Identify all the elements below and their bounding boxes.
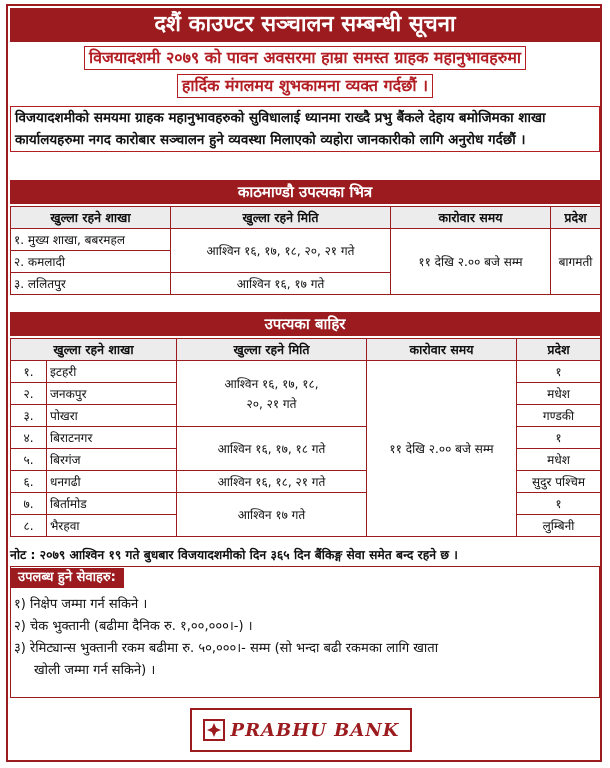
date-cell: आश्विन १६, १८, २१ गते bbox=[177, 471, 367, 493]
list-item: खोली जम्मा गर्न सकिने) । bbox=[34, 663, 156, 678]
branch-cell: भैरहवा bbox=[47, 515, 177, 537]
column-header: खुल्ला रहने शाखा bbox=[11, 339, 177, 361]
date-cell: आश्विन १६, १७, १८, २०, २१ गते bbox=[171, 229, 391, 273]
branch-cell: १. मुख्य शाखा, बबरमहल bbox=[11, 229, 171, 251]
column-header: कारोवार समय bbox=[391, 207, 551, 229]
branch-cell: धनगढी bbox=[47, 471, 177, 493]
branch-cell: पोखरा bbox=[47, 405, 177, 427]
column-header: खुल्ला रहने मिति bbox=[171, 207, 391, 229]
prabhu-bank-logo bbox=[190, 708, 412, 752]
serial-cell: ६. bbox=[11, 471, 47, 493]
column-header: खुल्ला रहने शाखा bbox=[11, 207, 171, 229]
column-header: खुल्ला रहने मिति bbox=[177, 339, 367, 361]
column-header: प्रदेश bbox=[551, 207, 601, 229]
outside-header-row bbox=[11, 339, 601, 361]
serial-cell: २. bbox=[11, 383, 47, 405]
province-cell: १ bbox=[517, 361, 601, 383]
valley-table bbox=[10, 206, 601, 295]
outside-heading: उपत्यका बाहिर bbox=[10, 312, 600, 336]
bank-name: PRABHU BANK bbox=[230, 719, 400, 741]
notice-title: दशैं काउण्टर सञ्चालन सम्बन्धी सूचना bbox=[10, 8, 600, 42]
time-cell: ११ देखि २.०० बजे सम्म bbox=[367, 361, 517, 537]
closure-note: नोट : २०७९ आश्विन १९ गते बुधबार विजयादशमीको दिन ३६५ दिन बैंकिङ्ग सेवा समेत बन्द रहने छ । bbox=[10, 548, 458, 562]
province-cell: १ bbox=[517, 427, 601, 449]
greeting bbox=[10, 46, 600, 98]
services-heading: उपलब्ध हुने सेवाहरु: bbox=[10, 568, 124, 588]
services-list bbox=[14, 594, 594, 682]
valley-heading: काठमाण्डौ उपत्यका भित्र bbox=[10, 180, 600, 204]
province-cell: सुदुर पश्चिम bbox=[517, 471, 601, 493]
column-header: प्रदेश bbox=[517, 339, 601, 361]
serial-cell: ४. bbox=[11, 427, 47, 449]
province-cell: लुम्बिनी bbox=[517, 515, 601, 537]
list-item: १) निक्षेप जम्मा गर्न सकिने । bbox=[14, 597, 148, 612]
province-cell: बागमती bbox=[551, 229, 601, 295]
branch-cell: ३. ललितपुर bbox=[11, 273, 171, 295]
greeting-line-1: विजयादशमी २०७९ को पावन अवसरमा हाम्रा समस्त ग्राहक महानुभावहरुमा bbox=[84, 46, 526, 70]
greeting-line-2: हार्दिक मंगलमय शुभकामना व्यक्त गर्दछौं । bbox=[177, 74, 433, 98]
serial-cell: ५. bbox=[11, 449, 47, 471]
province-cell: मधेश bbox=[517, 449, 601, 471]
valley-header-row bbox=[11, 207, 601, 229]
list-item: २) चेक भुक्तानी (बढीमा दैनिक रु. १,००,०००।-) । bbox=[14, 619, 253, 634]
province-cell: गण्डकी bbox=[517, 405, 601, 427]
serial-cell: १. bbox=[11, 361, 47, 383]
time-cell: ११ देखि २.०० बजे सम्म bbox=[391, 229, 551, 295]
branch-cell: बिराटनगर bbox=[47, 427, 177, 449]
branch-cell: २. कमलादी bbox=[11, 251, 171, 273]
date-cell: आश्विन १६, १७ गते bbox=[171, 273, 391, 295]
province-cell: १ bbox=[517, 493, 601, 515]
serial-cell: ८. bbox=[11, 515, 47, 537]
date-cell: आश्विन १७ गते bbox=[177, 493, 367, 537]
outside-table bbox=[10, 338, 601, 537]
branch-cell: बिर्तामोड bbox=[47, 493, 177, 515]
branch-cell: जनकपुर bbox=[47, 383, 177, 405]
branch-cell: इटहरी bbox=[47, 361, 177, 383]
province-cell: मधेश bbox=[517, 383, 601, 405]
date-cell: आश्विन १६, १७, १८, २०, २१ गते bbox=[177, 361, 367, 427]
intro-paragraph: विजयादशमीको समयमा ग्राहक महानुभावहरुको सुविधालाई ध्यानमा राख्दै प्रभु बैंकले देहाय बमोजिमका शाखा कार्यालयहरुमा नगद कारोबार सञ्चालन हुने व्यवस्था मिलाएको व्यहोरा जानकारीको लागि अनुरोध गर्दछौं । bbox=[10, 106, 600, 152]
prabhu-bank-logo-icon bbox=[203, 719, 225, 741]
branch-cell: बिरगंज bbox=[47, 449, 177, 471]
date-cell: आश्विन १६, १७, १८ गते bbox=[177, 427, 367, 471]
serial-cell: ३. bbox=[11, 405, 47, 427]
table-row bbox=[11, 361, 601, 383]
serial-cell: ७. bbox=[11, 493, 47, 515]
table-row bbox=[11, 229, 601, 251]
column-header: कारोवार समय bbox=[367, 339, 517, 361]
list-item: ३) रेमिट्यान्स भुक्तानी रकम बढीमा रु. ५०,०००।- सम्म (सो भन्दा बढी रकमका लागि खाता bbox=[14, 641, 439, 656]
